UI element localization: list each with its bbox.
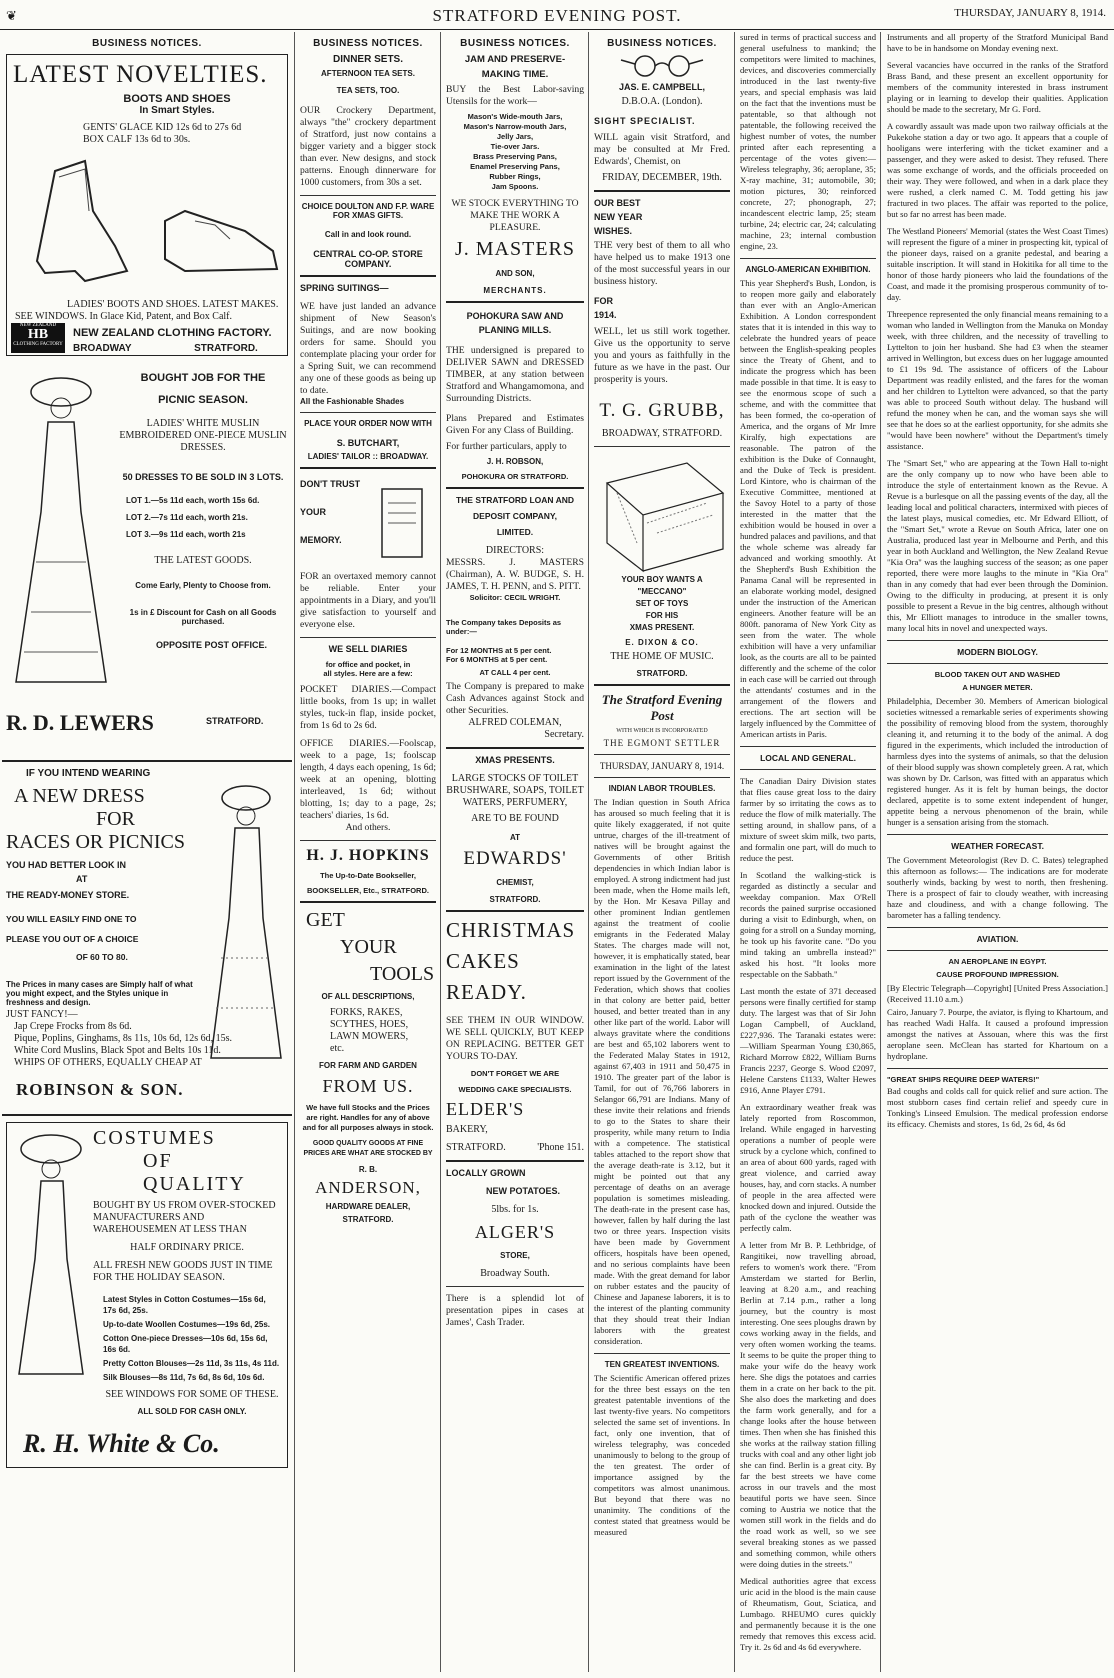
ad-item: Up-to-date Woollen Costumes—19s 6d, 25s.: [103, 1320, 270, 1329]
logo-text: HB: [27, 327, 49, 342]
article-body: A letter from Mr B. P. Lethbridge, of Rangitikei, now travelling abroad, refers to women's work there. "From Amsterdam we started for Berlin, leaving at 8.20 a.m., and reaching Berlin at 7.14 p.m., rather a long journey, but the country is most interesting. One sees ploughs drawn by cows working away in the fields, and very often women working the teams. It seems to be quite the proper thing to make your wife do the heavy work here. She digs the potatoes and carries them in a crate on her back to the pit. She also does the marketing and does the farm work generally, and for a change looks after the house between times. Then when she has finished this she works at the railway station filling trucks with coal and any other light job she can find. Berlin is a great city. By far the best streets we have come across in our travels and the most beautiful ports we have seen. Since coming to Austria we notice that the women still work in the fields and do the road work as well, so we see several breaking stones as we passed and something common, while others were doing duties in the streets.": [740, 1240, 876, 1569]
ad-body: BUY the Best Labor-saving Utensils for the work—: [446, 84, 584, 107]
ad-item: Cotton One-piece Dresses—10s 6d, 15s 6d, 16s 6d.: [103, 1334, 268, 1354]
ad-line: SEE WINDOWS. In Glace Kid, Patent, and Box Calf.: [15, 311, 232, 322]
ad-item: Tie-over Jars.: [490, 142, 540, 151]
ad-firm: EDWARDS': [463, 848, 567, 869]
column-rule: [294, 32, 295, 1672]
ad-body: And others.: [345, 822, 391, 833]
article-heading: "GREAT SHIPS REQUIRE DEEP WATERS!": [887, 1075, 1040, 1084]
divider: [594, 684, 730, 686]
ad-item: Brass Preserving Pans,: [473, 152, 557, 161]
ad-price: GENTS' GLACE KID 12s 6d to 27s 6d: [83, 122, 242, 133]
divider: [887, 927, 1108, 928]
ad-text: Broadway South.: [480, 1268, 550, 1279]
divider: [446, 747, 584, 749]
ad-head: TEA SETS, TOO.: [336, 86, 400, 95]
divider: [446, 1160, 584, 1162]
ad-head: LIMITED.: [496, 527, 534, 537]
ad-item: WHIPS OF OTHERS, EQUALLY CHEAP AT: [14, 1057, 202, 1068]
ad-price: BOX CALF 13s 6d to 30s.: [83, 134, 191, 145]
ad-text: We have full Stocks and the Prices are right. Handles for any of above and for all purposes always in stock.: [302, 1103, 434, 1132]
article-heading: TEN GREATEST INVENTIONS.: [604, 1360, 720, 1369]
ad-firm: S. BUTCHART,: [336, 438, 400, 448]
paper-sub: THE EGMONT SETTLER: [603, 738, 721, 748]
column-1: [2, 32, 292, 1672]
article-heading: INDIAN LABOR TROUBLES.: [608, 784, 716, 793]
ad-text: 5lbs. for 1s.: [491, 1204, 539, 1215]
divider: [300, 637, 436, 638]
ad-text: BAKERY,: [446, 1124, 488, 1135]
ad-text: THE READY-MONEY STORE.: [6, 890, 130, 900]
divider: [446, 487, 584, 489]
ad-head: SPRING SUITINGS—: [300, 283, 389, 293]
ad-text: ALL SOLD FOR CASH ONLY.: [137, 1407, 247, 1416]
paper-note: WITH WHICH IS INCORPORATED: [616, 728, 708, 734]
ad-text: THE LATEST GOODS.: [154, 555, 252, 566]
ad-text: POHOKURA OR STRATFORD.: [461, 472, 569, 481]
ad-body: Plans Prepared and Estimates Given For any Class of Building.: [446, 413, 584, 436]
ad-firm: H. J. HOPKINS: [306, 847, 430, 864]
column-caption: BUSINESS NOTICES.: [460, 38, 570, 49]
ad-lot: LOT 2.—7s 11d each, worth 21s.: [126, 513, 248, 522]
ad-big: FOR: [96, 808, 135, 830]
divider: [300, 195, 436, 196]
ad-body: SEE THEM IN OUR WINDOW. WE SELL QUICKLY, BUT KEEP ON REPLACING. BETTER GET YOURS TO-DAY.: [446, 1015, 584, 1062]
ad-big: FROM US.: [322, 1076, 414, 1096]
divider: [887, 640, 1108, 641]
ad-text: Secretary.: [544, 729, 584, 740]
divider: [446, 910, 584, 912]
ad-text: R. B.: [358, 1165, 378, 1174]
divider: [594, 754, 730, 755]
paper-name: The Stratford Evening Post: [601, 692, 723, 723]
ad-text: WEDDING CAKE SPECIALISTS.: [458, 1085, 572, 1094]
ad-body: POCKET DIARIES.—Compact little books, from 1s up; in wallet styles, tuck-in flap, inside pocket, from 1s 6d to 2s 6d.: [300, 684, 436, 731]
ad-text: NEW POTATOES.: [486, 1186, 561, 1196]
article-heading: MODERN BIOLOGY.: [957, 647, 1038, 657]
ad-head: PICNIC SEASON.: [158, 394, 248, 406]
ad-body: WELL, let us still work together. Give us the opportunity to serve you and yours as faithfully in the future as we have in the past. Our prosperity is yours.: [594, 326, 730, 385]
article-heading: AVIATION.: [976, 934, 1019, 944]
divider: [594, 777, 730, 778]
ad-text: LADIES' WHITE MUSLIN EMBROIDERED ONE-PIECE MUSLIN DRESSES.: [119, 418, 287, 453]
ad-head: DON'T TRUST: [300, 479, 361, 489]
column-6: [883, 32, 1112, 1672]
ad-item: Jelly Jars,: [496, 132, 534, 141]
column-rule: [734, 32, 735, 1672]
divider: [740, 258, 876, 259]
ad-text: STORE,: [500, 1251, 530, 1260]
ad-text: The Prices in many cases are Simply half of what you might expect, and the Styles unique in freshness and design.: [6, 980, 193, 1007]
ad-firm: ALGER'S: [474, 1222, 556, 1242]
article-subhead: BLOOD TAKEN OUT AND WASHED: [934, 670, 1061, 679]
ad-head: WE SELL DIARIES: [328, 644, 408, 654]
ad-text: LARGE STOCKS OF TOILET BRUSHWARE, SOAPS, TOILET WATERS, PERFUMERY,: [446, 773, 584, 808]
ad-text: DIRECTORS:: [485, 545, 545, 556]
column-rule: [440, 32, 441, 1672]
divider: [300, 275, 436, 277]
article-byline: [By Electric Telegraph—Copyright] [United Press Association.] (Received 11.10 a.m.): [887, 983, 1108, 1004]
ad-text: PLACE YOUR ORDER NOW WITH: [304, 419, 432, 428]
ad-text: CHEMIST,: [496, 878, 534, 887]
ad-text: YOU HAD BETTER LOOK IN: [6, 860, 127, 870]
ad-text: GOOD QUALITY GOODS AT FINE PRICES ARE WHAT ARE STOCKED BY: [303, 1140, 433, 1157]
ad-firm: J. MASTERS: [454, 238, 576, 260]
ad-big: COSTUMES: [93, 1127, 216, 1149]
ad-text: FRIDAY, DECEMBER, 19th.: [602, 172, 722, 183]
ad-head: DINNER SETS.: [332, 54, 403, 65]
article-body: The Westland Pioneers' Memorial (states the West Coast Times) will represent the figure of a miner in prospecting kit, typical of the pioneer days, raised on a granite pedestal, and bearing a suitable inscription. It will stand in Hokitika for all time to the honor of those hardy pioneers who laid the foundations of the Coast, and made it the promising prosperous community of to-day.: [887, 226, 1108, 302]
ad-text: LOCALLY GROWN: [446, 1168, 526, 1178]
ad-text: FOR HIS: [645, 611, 679, 620]
ad-head: XMAS PRESENTS.: [475, 755, 555, 765]
ad-text: HALF ORDINARY PRICE.: [130, 1242, 244, 1253]
ad-text: AT CALL 4 per cent.: [479, 668, 551, 677]
divider: [887, 834, 1108, 835]
ad-text: FOR FARM AND GARDEN: [319, 1061, 417, 1070]
ad-text: for office and pocket, in: [325, 660, 411, 669]
ad-head: IF YOU INTEND WEARING: [26, 768, 151, 779]
column-5: [737, 32, 879, 1672]
ad-address: LADIES' TAILOR :: BROADWAY.: [307, 452, 429, 461]
ad-white-co: [6, 1122, 288, 1468]
divider: [740, 769, 876, 770]
ad-town: STRATFORD.: [446, 1142, 506, 1153]
ad-head: SIGHT SPECIALIST.: [594, 116, 696, 126]
ad-robinson: [6, 768, 288, 1108]
column-2: [297, 32, 439, 1672]
ad-text: THE HOME OF MUSIC.: [610, 651, 714, 662]
ad-body: For further particulars, apply to: [446, 441, 567, 452]
ad-body: FOR an overtaxed memory cannot be reliable. Enter your appointments in a Diary, and you'll give satisfaction to yourself and everyone else.: [300, 571, 436, 630]
article-body: The Indian question in South Africa has aroused so much feeling that it is quite likely exaggerated, if not quite untrue, charges of the ill-treatment of natives will be brought against the Governments of other British dependencies in which Indian labor is employed. A strong indictment had just been made, when the Home mails left, by the Hon. Mr Kesava Pillay and other prominent Indian gentlemen against the treatment of coolie emigrants in the Federated Malay States. The charges made will not, however, it is emphatically stated, bear examination in the light of the latest report issued by the Government of the Federation, which shows that coolies in that colony are better paid, better housed, and better treated than in any other like part of the world. Labor will always gravitate where the conditions are best and 65,102 laborers went to the Federated Malay States in 1912, against 67,403 in 1911 and 50,475 in 1910. The greater part of the labor is Tamil, for out of 76,766 laborers in Selangor 66,791 are Indians. Many of these invite their relations and friends to go to the States to share their prosperity, while many return to India with a competence. The statistical tables attached to the report show that the average death-rate is 3.12, but it might be pointed out that any percentage of deaths on an average population is sometimes misleading. The death-rate in the present case has, however, fallen by half during the last two or three years. Inspection visits have been made by Government officers, hospitals have been opened, and no serious complaints have been made. With the great demand for labor on rubber estates and the paucity of Chinese and Japanese laborers, it is to the interest of the planting community that they should treat their Indian laborers with the greatest consideration.: [594, 797, 730, 1346]
lady-dress-illustration: [6, 362, 116, 692]
article-subhead: AN AEROPLANE IN EGYPT.: [948, 957, 1047, 966]
ad-item: Enamel Preserving Pans,: [470, 162, 560, 171]
ad-item: Silk Blouses—8s 11d, 7s 6d, 8s 6d, 10s 6d.: [103, 1373, 265, 1382]
ad-text: Come Early, Plenty to Choose from.: [135, 581, 271, 590]
ad-head: MEMORY.: [300, 535, 342, 545]
column-caption: BUSINESS NOTICES.: [92, 38, 202, 49]
column-3: [443, 32, 587, 1672]
column-rule: [588, 32, 589, 1672]
ad-text: Solicitor: CECIL WRIGHT.: [469, 593, 561, 602]
ad-phone: 'Phone 151.: [537, 1142, 584, 1153]
article-body: The "Smart Set," who are appearing at the Town Hall to-night are the only company up to now who have been able to introduce the style of entertainment known as the Revue. A Revue is a burlesque on all the passing events of the day, all the leading local and political characters, intermixed with pieces of the latest plays, musical comedies, etc. Mr Edward Elliott, of the "Smart Set," wrote a Revue on South Africa, later one on Australia, produced last year in Melbourne and Perth, and this year in both Auckland and Wellington, the New Zealand Revue "Kia Ora" was the laughing success of the season; as one paper reported, there were more laughs to the minute in "Kia Ora" than in any comedy that had ever been through the Dominion. Owing to the difficulty in producing, at present it is only possible to present a Revue in the big centres, although without this, Mr Elliott manages to introduce in the smaller towns, many local hits in novel and unexpected ways.: [887, 458, 1108, 633]
ad-text: SEE WINDOWS FOR SOME OF THESE.: [105, 1389, 279, 1400]
ad-head: FOR: [594, 296, 613, 306]
spectacles-icon: [617, 54, 707, 78]
ad-head: BOUGHT JOB FOR THE: [140, 372, 266, 384]
ad-big: YOUR: [340, 936, 397, 958]
article-heading: ANGLO-AMERICAN EXHIBITION.: [745, 265, 871, 274]
ad-text: For 6 MONTHS at 5 per cent.: [446, 655, 548, 664]
ad-subhead: In Smart Styles.: [139, 105, 215, 116]
ad-firm: R. D. LEWERS: [6, 710, 154, 735]
logo-text: CLOTHING FACTORY: [13, 342, 63, 347]
ad-address: BROADWAY STRATFORD.: [73, 343, 258, 354]
divider: [594, 446, 730, 447]
ad-memory: [300, 479, 436, 571]
ad-text: PLEASE YOU OUT OF A CHOICE: [6, 934, 139, 944]
article-heading: LOCAL AND GENERAL.: [760, 753, 856, 763]
ad-firm: JAS. E. CAMPBELL,: [618, 82, 705, 92]
article-body: Cairo, January 7. Pourpe, the aviator, is flying to Khartoum, and has reached Wadi Halfa. It caused a profound impression amongst the natives at Assouan, where this was the first aeroplane seen. McClean has started for Khartoum on a hydroplane.: [887, 1007, 1108, 1061]
ad-head: JAM AND PRESERVE-: [464, 54, 566, 65]
article-body: This year Shepherd's Bush, London, is to reopen more gaily and elaborately than ever with an Anglo-American Exhibition. A London correspondent states that it is intended in this way to celebrate the hundred years of peace between the English-speaking peoples since the Treaty of Ghent, and to indicate the progress which has been made possible in that time. It is easy to see the enormous scope of such a scheme, and with the committee that has been formed, the co-operation of America, and the organs of Mr Imre Kiralfy, high expectations are reasonable. The patron of the exhibition is the Duke of Connaught, and the Duke of Teck is president. Lord Kintore, who is chairman of the Executive Committee, mentioned at the Savoy Hotel to a party of those interested in the matter that the exhibition would be housed in over a hundred palaces and pavilions, and that the whole scheme was already far advanced and working smoothly. At the Shepherd's Bush Exhibition the Panama Canal will be represented in an elaborate working model, designed under the instruction of the American engineers. Another feature will be an 800ft. panorama of New York City as seen from the water. The whole exhibition will have a very unfamiliar look, as the courts are all to be painted differently and the scheme of the color in each case will be carried out through the attendants' costumes and in the arrangement of the flowers and erections. The art section will be largely influenced by the Committee of American artists in Paris.: [740, 278, 876, 739]
ad-text: FORKS, RAKES, SCYTHES, HOES, LAWN MOWERS, etc.: [330, 1007, 409, 1054]
article-body: Philadelphia, December 30. Members of American biological societies witnessed a remarkable series of experiments showing the possibility of removing blood from the system, thoroughly cleaning it, and returning it to the body of the animal. A dog figured in the experiments, which included the introduction of harmless dyes into the systems of animals, so that the delusion of their blood supply was shown completely green. A rat, which was shown by Dr. Carlson, was fitted with an apparatus which registered hunger. As it is felt by human beings, the doctor declared, appetite is to some extent independent of hunger, appetite being a nervous phenomenon of the brain, while hunger is a sensation arising from the stomach.: [887, 696, 1108, 827]
ad-big: RACES OR PICNICS: [6, 831, 185, 853]
divider: [300, 840, 436, 841]
ad-text: STRATFORD.: [489, 895, 541, 904]
ad-text: YOUR BOY WANTS A: [621, 575, 703, 584]
divider: [2, 760, 292, 762]
column-4: [591, 32, 733, 1672]
article-heading: WEATHER FORECAST.: [951, 841, 1044, 851]
meccano-box-illustration: [597, 453, 727, 573]
lady-costume-illustration: [11, 1129, 89, 1379]
ad-lot: LOT 3.—9s 11d each, worth 21s: [126, 530, 246, 539]
ad-item: White Cord Muslins, Black Spot and Belts 10s 11d.: [14, 1045, 221, 1056]
article-subhead: A HUNGER METER.: [962, 683, 1033, 692]
divider: [887, 663, 1108, 664]
column-caption: BUSINESS NOTICES.: [313, 38, 423, 49]
ad-body: THE very best of them to all who have helped us to make 1913 one of the most successful years in our business history.: [594, 240, 730, 287]
ad-item: Mason's Wide-mouth Jars,: [467, 112, 563, 121]
ad-firm: J. H. ROBSON,: [486, 457, 544, 466]
column-caption: BUSINESS NOTICES.: [607, 38, 717, 49]
ad-text: CHOICE DOULTON AND F.P. WARE: [301, 202, 435, 211]
lady-illustration: [201, 778, 291, 1068]
ad-firm: R. H. White & Co.: [23, 1429, 220, 1458]
ad-list: [446, 112, 584, 192]
ad-body: OUR Crockery Department, always "the" crockery department of Stratford, just now contains a bigger variety and a bigger stock than ever. New designs, and stock patterns. Enough dinnerware for 1000 customers, from 30s a set.: [300, 105, 436, 188]
ad-big: CAKES: [446, 949, 520, 973]
masthead: [0, 0, 1114, 30]
ad-text: AT: [509, 833, 521, 842]
article-body: Several vacancies have occurred in the ranks of the Stratford Brass Band, and these present an excellent opportunity for members of the community interested in brass instrument playing or in learning to develop their qualities. Application should be made to the secretary, Mr G. Ford.: [887, 60, 1108, 114]
ad-text: The Up-to-Date Bookseller,: [320, 871, 416, 880]
ad-head: WISHES.: [594, 226, 633, 236]
ad-firm: ELDER'S: [446, 1099, 525, 1119]
ad-body: THE undersigned is prepared to DELIVER SAWN and DRESSED TIMBER, at any station between Stratford and Whangamomona, and Surrounding Districts.: [446, 345, 584, 404]
ad-firm: ROBINSON & SON.: [16, 1080, 184, 1099]
ad-body: WE have just landed an advance shipment of New Season's Suitings, and are now booking orders for same. Should you contemplate placing your order for a Spring Suit, we can recommend any one of these goods as being up to date.: [300, 301, 436, 396]
divider: [300, 901, 436, 903]
article-body: The Government Meteorologist (Rev D. C. Bates) telegraphed this afternoon as follows:— The indications are for moderate southerly winds, backing by west to north, then freshening. There is a prospect of fair to cloudy weather, with increasing haze and cloudiness, and with a change following. The barometer has a falling tendency.: [887, 855, 1108, 920]
ad-item: Pique, Poplins, Ginghams, 8s 11s, 10s 6d, 12s 6d, 15s.: [14, 1033, 232, 1044]
ad-body: MESSRS. J. MASTERS (Chairman), A. W. BUDGE, S. H. JAMES, T. H. PENN, and S. PITT.: [446, 557, 584, 592]
logo-text: NEW ZEALAND: [19, 323, 57, 328]
ad-item: Mason's Narrow-mouth Jars,: [463, 122, 567, 131]
divider: [740, 746, 876, 747]
ad-head: MAKING TIME.: [481, 69, 549, 80]
divider: [594, 1353, 730, 1354]
divider: [2, 1114, 292, 1116]
article-body: Last month the estate of 371 deceased persons were finally certified for stamp duty. The largest was that of Sir John Logan Campbell, of Auckland, £227,936. The Taranaki estates were:—William Spearman Young £30,865, Richard Morrow £822, William Burns Francis 2237, George S. Wood £2097, Helene Carstens £1133, Walter Hewes £916, Anne Player £791.: [740, 986, 876, 1095]
ad-subhead: BOOTS AND SHOES: [123, 93, 231, 105]
ad-big: READY.: [446, 980, 527, 1004]
divider: [446, 1286, 584, 1287]
article-body: Instruments and all property of the Stratford Municipal Band have to be in handsome on Monday evening next.: [887, 32, 1108, 53]
diary-book-icon: [376, 483, 432, 563]
ad-text: all styles. Here are a few:: [323, 669, 413, 678]
ad-lot: LOT 1.—5s 11d each, worth 15s 6d.: [126, 496, 260, 505]
ad-lewers: [6, 362, 288, 754]
ad-text: HARDWARE DEALER,: [325, 1202, 411, 1211]
ad-text: ALFRED COLEMAN,: [468, 717, 562, 728]
ad-head: AFTERNOON TEA SETS.: [321, 69, 415, 78]
ad-text: Call in and look round.: [324, 230, 412, 239]
article-subhead: CAUSE PROFOUND IMPRESSION.: [936, 970, 1059, 979]
ad-text: ARE TO BE FOUND: [471, 813, 559, 824]
ad-text: AND SON,: [495, 269, 535, 278]
notice-text: There is a splendid lot of presentation pipes in cases at James', Cash Trader.: [446, 1293, 584, 1328]
paper-date: THURSDAY, JANUARY 8, 1914.: [599, 761, 725, 771]
ad-text: DON'T FORGET WE ARE: [470, 1069, 560, 1078]
article-body: Threepence represented the only financial means remaining to a woman who landed in Wellington from the Manuka on Monday week, with three children, and the necessity of travelling to Lyttelton to join her husband. She had £3 when the steamer arrived in Wellington, but excess dues on her luggage amounted to £1 19s 9d. The assistance of officers of the Labour Department was readily enlisted, and the fares for the woman and her children to Lyttelton were advanced, so that the party was able to proceed South without delay. The husband will refund the money when he can, and the woman says she will see that he does so at the earliest opportunity, for she admits she "would have been nowhere" without the Department's timely assistance.: [887, 309, 1108, 451]
ad-big: GET: [306, 909, 345, 931]
ad-item: Rubber Rings,: [489, 172, 541, 181]
ad-text: "MECCANO": [637, 587, 687, 596]
ad-text: All the Fashionable Shades: [300, 397, 405, 406]
ad-text: AT: [76, 874, 88, 884]
ad-item: Jap Crepe Frocks from 8s 6d.: [14, 1021, 132, 1032]
ad-text: YOU WILL EASILY FIND ONE TO: [6, 914, 137, 924]
ad-head: YOUR: [300, 507, 327, 517]
ad-row: [446, 1142, 584, 1154]
ad-text: 50 DRESSES TO BE SOLD IN 3 LOTS.: [122, 472, 284, 482]
ad-text: FOR XMAS GIFTS.: [332, 211, 404, 220]
ad-text: D.B.O.A. (London).: [621, 96, 703, 107]
article-body: The Canadian Dairy Division states that flies cause great loss to the dairy farmer by so irritating the cows as to reduce the flow of milk materially. The setting around, in shallow pans, of a mixture of sweet skim milk, two parts, and formalin one part, will do much to reduce the pest.: [740, 776, 876, 863]
article-body: In Scotland the walking-stick is regarded as distinctly a secular and weekday companion. Max O'Rell records the pained surprise occasioned during a visit to Edinburgh, when, on going for a stroll on a Sunday morning, he took up his favorite cane. "Do you mind taking an umbrella instead?" asked his host. "It looks more respectable on the Sabbath.": [740, 870, 876, 979]
masthead-title: STRATFORD EVENING POST.: [432, 6, 682, 25]
divider: [887, 950, 1108, 951]
ornament-icon: ❦: [6, 8, 17, 23]
ad-text: The Company takes Deposits as under:—: [446, 618, 562, 636]
article-body: Bad coughs and colds call for quick relief and sure action. The most stubborn cases find certain relief and speedy cure in Tonking's Linseed Emulsion. The medical profession endorse its efficacy. Chemists and stores, 1s 6d, 2s 6d, 4s 6d: [887, 1086, 1108, 1129]
divider: [594, 190, 730, 192]
ad-text: BOUGHT BY US FROM OVER-STOCKED MANUFACTURERS AND WAREHOUSEMEN AT LESS THAN: [93, 1200, 276, 1235]
ad-town: STRATFORD.: [206, 716, 264, 726]
column-rule: [880, 32, 881, 1672]
divider: [887, 1068, 1108, 1069]
ad-text: For 12 MONTHS at 5 per cent.: [446, 646, 552, 655]
ad-body: The Company is prepared to make Cash Advances against Stock and other Securities.: [446, 681, 584, 716]
article-body: An extraordinary weather freak was lately reported from Roscommon, Ireland. While engaged in harvesting operations a number of people were struck by a cyclone which, confined to an area of about 600 yards, raged with great violence, and carried away houses, hay, and corn stacks. A number of people in the area affected were knocked down and injured. Outside the path of the cyclone the weather was perfectly calm.: [740, 1102, 876, 1233]
ad-line: LADIES' BOOTS AND SHOES. LATEST MAKES.: [67, 299, 279, 310]
ad-head: DEPOSIT COMPANY,: [473, 511, 557, 521]
article-body: sured in terms of practical success and general usefulness to mankind; the competitors were limited to machines, devices, and discoveries commercially introduced in the last twenty-five years, and special emphasis was laid on the fact that the inventions must be patentable, so that although not patentable, the following received the highest number of votes, the number printed after each representing a percentage of the votes given:—Wireless telegraphy, 36; aeroplane, 35; X-ray machine, 31; automobile, 30; motion pictures, 30; reinforced concrete, 27; phonograph, 27; incandescent electric lamp, 25; steam turbine, 24; electric car, 24; calculating machine, 23; internal combustion engine, 23.: [740, 32, 876, 251]
ad-item: Jam Spoons.: [491, 182, 539, 191]
ad-title: LATEST NOVELTIES.: [13, 61, 268, 88]
ad-body: OFFICE DIARIES.—Foolscap, week to a page, 1s; foolscap length, 4 days each opening, 1s 6d; week at an opening, blotting interleaved, 1s 6d; without blotting, 1s; day to a page, 2s; teachers' diaries, 1s 6d.: [300, 738, 436, 821]
article-body: A cowardly assault was made upon two railway officials at the Pukekohe station a day or two ago. It appears that a couple of hooligans were interfering with the ticket examiner and a passenger, and they were asked to desist. They refused. There was some exchange of words, and the officials proceeded on their way. They were followed, and when in a dark place they were rushed, a clerk named C. M. Todd getting his jaw fractured in two places. The affair was reported to the police, but so far no arrest has been made.: [887, 121, 1108, 219]
ad-text: STRATFORD.: [636, 669, 688, 678]
ad-text: OPPOSITE POST OFFICE.: [156, 640, 268, 650]
ad-head: NEW YEAR: [594, 212, 643, 222]
ad-big: A NEW DRESS: [14, 785, 145, 807]
ad-body: WE STOCK EVERYTHING TO MAKE THE WORK A PLEASURE.: [451, 198, 579, 233]
ad-firm: ANDERSON,: [315, 1178, 421, 1197]
ad-big: TOOLS: [370, 963, 435, 985]
ad-text: BROADWAY, STRATFORD.: [601, 428, 723, 439]
divider: [300, 467, 436, 469]
ad-item: Latest Styles in Cotton Costumes—15s 6d, 17s 6d, 25s.: [103, 1295, 266, 1315]
masthead-date: THURSDAY, JANUARY 8, 1914.: [954, 7, 1106, 19]
ad-text: OF 60 TO 80.: [76, 952, 128, 962]
ad-head: THE STRATFORD LOAN AND: [455, 495, 575, 505]
ad-head: OUR BEST: [594, 198, 641, 208]
boots-illustration: [15, 151, 285, 301]
ad-firm: CENTRAL CO-OP. STORE COMPANY.: [313, 249, 423, 269]
ad-text: BOOKSELLER, Etc., STRATFORD.: [307, 886, 429, 895]
ad-text: 1s in £ Discount for Cash on all Goods purchased.: [129, 608, 277, 626]
ad-text: OF ALL DESCRIPTIONS,: [321, 992, 415, 1001]
ad-firm: NEW ZEALAND CLOTHING FACTORY.: [73, 327, 272, 339]
ad-firm: E. DIXON & CO.: [625, 638, 699, 647]
ad-big: OF QUALITY: [143, 1150, 246, 1195]
ad-text: MERCHANTS.: [483, 286, 547, 295]
ad-item: Pretty Cotton Blouses—2s 11d, 3s 11s, 4s 11d.: [103, 1359, 280, 1368]
ad-text: SET OF TOYS: [635, 599, 689, 608]
article-body: The Scientific American offered prizes for the three best essays on the ten greatest patentable inventions of the last twenty-five years. No competitors selected the same set of inventions. In fact, only one invention, that of wireless telegraphy, was conceded unanimously to belong to the group of the ten greatest. The order of importance assigned by the competitors was almost unanimous. But beyond that there was no unanimity. The conditions of the contest stated that greatness would be measured: [594, 1373, 730, 1537]
ad-latest-novelties: [6, 54, 288, 356]
divider: [300, 412, 436, 413]
ad-text: STRATFORD.: [342, 1215, 394, 1224]
ad-head: POHOKURA SAW AND PLANING MILLS.: [466, 311, 564, 335]
ad-firm: T. G. GRUBB,: [599, 400, 725, 421]
ad-text: ALL FRESH NEW GOODS JUST IN TIME FOR THE HOLIDAY SEASON.: [93, 1260, 273, 1283]
ad-text: JUST FANCY!—: [6, 1009, 78, 1020]
article-body: Medical authorities agree that excess uric acid in the blood is the main cause of Rheumatism, Gout, Sciatica, and Lumbago. RHEUMO cures quickly and permanently because it is the one remedy that removes this excess acid. Try it. 2s 6d and 4s 6d everywhere.: [740, 1576, 876, 1652]
ad-head: 1914.: [594, 310, 617, 320]
ad-big: CHRISTMAS: [446, 918, 576, 942]
ad-body: WILL again visit Stratford, and may be consulted at Mr Fred. Edwards', Chemist, on: [594, 132, 730, 167]
ad-text: XMAS PRESENT.: [629, 623, 695, 632]
divider: [446, 301, 584, 303]
hb-logo: [11, 323, 65, 353]
